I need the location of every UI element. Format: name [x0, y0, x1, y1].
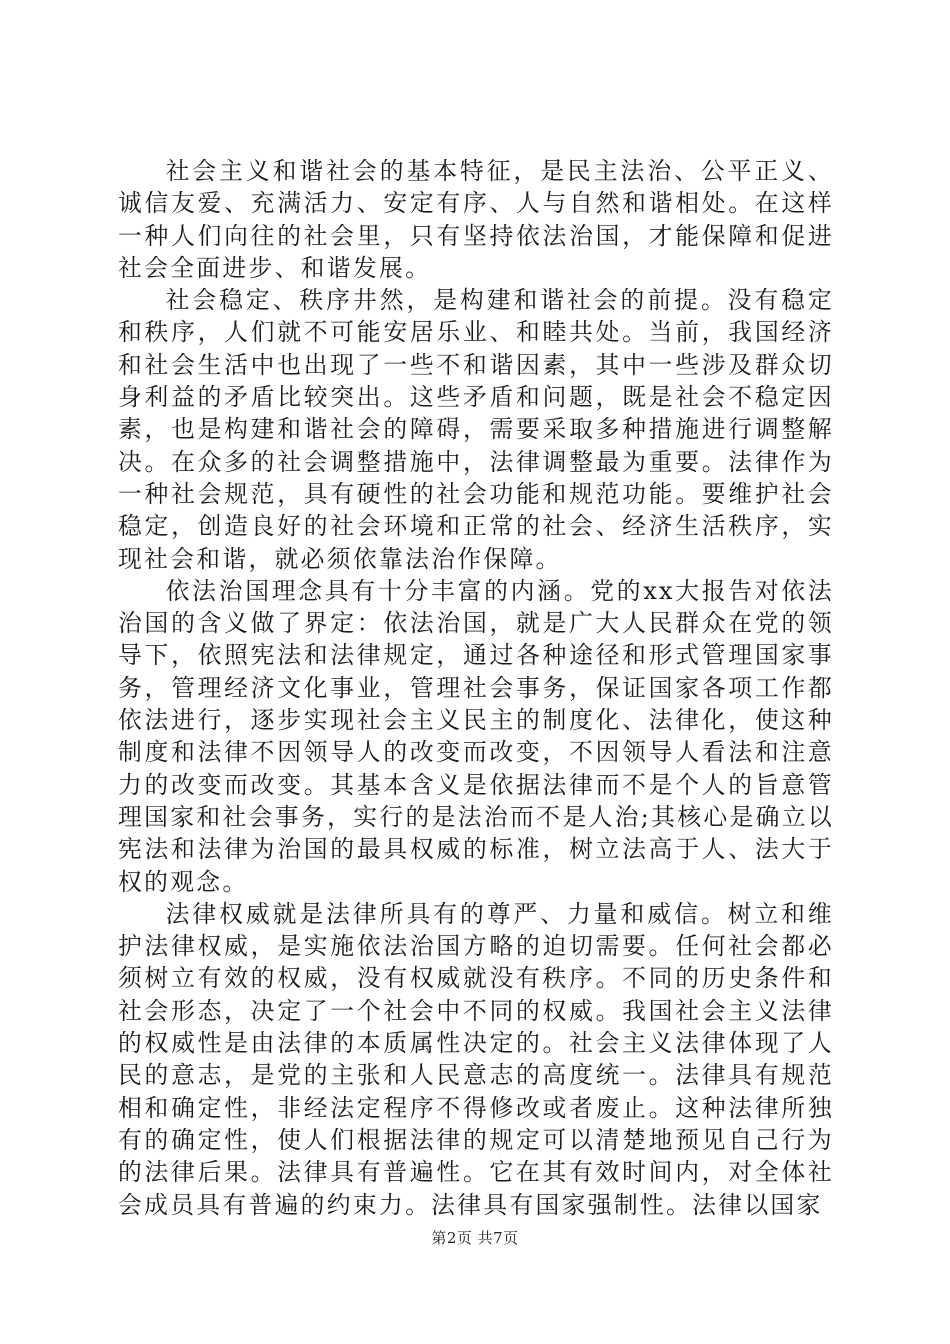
page-number-footer: 第2页 共7页	[431, 1229, 519, 1247]
document-body	[118, 155, 834, 1221]
paragraph-3: 依法治国理念具有十分丰富的内涵。党的xx大报告对依法治国的含义做了界定：依法治国，就是广大人民群众在党的领导下，依照宪法和法律规定，通过各种途径和形式管理国家事务，管理经济文化事业，管理社会事务，保证国家各项工作都依法进行，逐步实现社会主义民主的制度化、法律化，使这种制度和法律不因领导人的改变而改变，不因领导人看法和注意力的改变而改变。其基本含义是依据法律而不是个人的旨意管理国家和社会事务，实行的是法治而不是人治;其核心是确立以宪法和法律为治国的最具权威的标准，树立法高于人、法大于权的观念。	[118, 576, 834, 896]
paragraph-1: 社会主义和谐社会的基本特征，是民主法治、公平正义、诚信友爱、充满活力、安定有序、人与自然和谐相处。在这样一种人们向往的社会里，只有坚持依法治国，才能保障和促进社会全面进步、和谐发展。	[118, 157, 834, 282]
paragraph-2: 社会稳定、秩序井然，是构建和谐社会的前提。没有稳定和秩序，人们就不可能安居乐业、和睦共处。当前，我国经济和社会生活中也出现了一些不和谐因素，其中一些涉及群众切身利益的矛盾比较突出。这些矛盾和问题，既是社会不稳定因素，也是构建和谐社会的障碍，需要采取多种措施进行调整解决。在众多的社会调整措施中，法律调整最为重要。法律作为一种社会规范，具有硬性的社会功能和规范功能。要维护社会稳定，创造良好的社会环境和正常的社会、经济生活秩序，实现社会和谐，就必须依靠法治作保障。	[118, 286, 834, 573]
paragraph-4: 法律权威就是法律所具有的尊严、力量和威信。树立和维护法律权威，是实施依法治国方略的迫切需要。任何社会都必须树立有效的权威，没有权威就没有秩序。不同的历史条件和社会形态，决定了一个社会中不同的权威。我国社会主义法律的权威性是由法律的本质属性决定的。社会主义法律体现了人民的意志，是党的主张和人民意志的高度统一。法律具有规范相和确定性，非经法定程序不得修改或者废止。这种法律所独有的确定性，使人们根据法律的规定可以清楚地预见自己行为的法律后果。法律具有普遍性。它在其有效时间内，对全体社会成员具有普遍的约束力。法律具有国家强制性。法律以国家	[118, 899, 834, 1219]
